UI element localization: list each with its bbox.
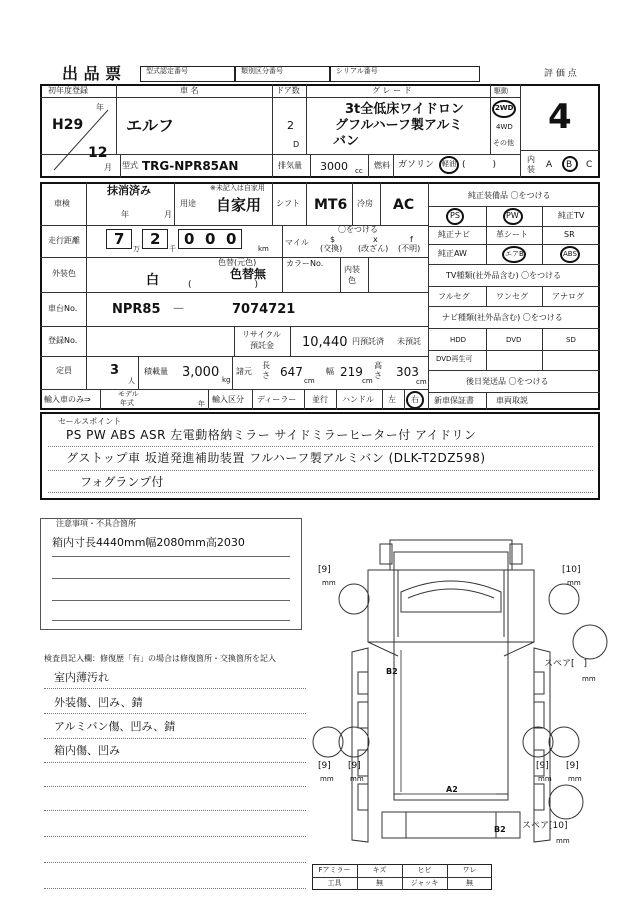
fuel-label: 燃料 [374, 161, 390, 170]
recycle-amount: 10,440 [302, 335, 348, 350]
tread-rear-2: [9] [348, 761, 361, 771]
notes-line-1: 箱内寸長4440mm幅2080mm高2030 [52, 536, 245, 549]
length-value: 647 [280, 365, 303, 379]
equipment-title: 純正装備品 〇をつける [468, 191, 551, 200]
inspector-item-1: 室内薄汚れ [54, 671, 109, 684]
sales-points-label: セールスポイント [58, 417, 122, 426]
color-change-value: 色替無 [230, 267, 267, 281]
tread-front-left-value: 9 [321, 565, 328, 575]
model-year-unit: 年 [198, 400, 205, 408]
tread-rear-4-value: 9 [569, 761, 576, 771]
tv-analog: アナログ [552, 292, 584, 301]
spare-top-unit: mm [582, 675, 596, 683]
spare-bottom: スペア[10] [522, 821, 568, 831]
recycle-status-paid: 円預託済 [352, 337, 384, 346]
tread-front-left-unit: mm [322, 579, 336, 587]
doors-suffix: D [293, 140, 300, 149]
height-value: 303 [396, 365, 419, 379]
eq-tv: 純正TV [558, 211, 585, 220]
notes-label: 注意事項・不具合箇所 [56, 519, 136, 528]
footer-header-4: ワレ [462, 866, 477, 874]
tread-rear-4-unit: mm [568, 775, 582, 783]
load-value: 3,000 [182, 365, 220, 380]
footer-value-1: 工具 [327, 879, 342, 887]
ext-color-label: 外装色 [52, 269, 76, 278]
rating-label: 評 価 点 [544, 69, 577, 79]
displacement-value: 3000 [320, 160, 348, 173]
grade-label: グ レ ー ド [372, 86, 412, 95]
doors-value: 2 [287, 119, 294, 132]
mileage-label: 走行距離 [48, 236, 80, 245]
shaken-status: 抹消済み [107, 184, 151, 197]
first-reg-label: 初年度登録 [48, 86, 88, 95]
import-type-label: 輸入区分 [212, 395, 244, 404]
inspector-item-3: アルミバン傷、凹み、錆 [54, 720, 176, 733]
int-color-label-2: 色 [348, 276, 356, 285]
first-reg-month: 12 [88, 145, 108, 161]
model-year-label-1: モデル [118, 390, 139, 398]
car-name-label: 車 名 [180, 86, 199, 95]
tread-rear-3: [9] [536, 761, 549, 771]
meter-modified: (改ざん) [358, 244, 389, 253]
tread-rear-4: [9] [566, 761, 579, 771]
mileage-digit-1: 7 [114, 230, 125, 248]
displacement-label: 排気量 [278, 161, 302, 170]
shaken-month: 月 [164, 210, 172, 219]
tread-rear-3-unit: mm [538, 775, 552, 783]
height-label-1: 高 [374, 361, 382, 370]
footer-value-2: 無 [376, 879, 383, 887]
footer-value-4: 無 [466, 879, 473, 887]
interior-grade-a: A [546, 160, 553, 170]
eq-pw: PW [506, 211, 519, 220]
mileage-digit-5: 0 [226, 230, 237, 248]
car-name: エルフ [126, 116, 175, 135]
meter-x: x [373, 235, 378, 244]
fuel-paren: ( ) [462, 160, 497, 170]
fuel-light-oil: 軽油 [442, 160, 456, 168]
inspector-label: 検査員記入欄：修復歴「有」の場合は修復箇所・交換箇所を記入 [44, 654, 276, 663]
load-label: 積載量 [144, 367, 168, 376]
damage-a2: A2 [446, 785, 458, 794]
drive-2wd: 2WD [495, 104, 514, 112]
eq-leather: 革シート [496, 230, 528, 239]
eq-abs: ABS [563, 250, 577, 258]
model-year-label-2: 年式 [120, 399, 134, 407]
shaken-year: 年 [121, 210, 129, 219]
interior-label-2: 装 [527, 165, 535, 174]
fuel-gasoline: ガソリン [398, 160, 435, 170]
spare-bottom-label: スペア [522, 821, 550, 831]
notes-box [40, 518, 302, 630]
import-label: 輸入車のみ⇒ [44, 395, 91, 404]
shaken-label: 車検 [54, 199, 70, 208]
mileage-unit-km: km [258, 245, 269, 253]
chassis-prefix: NPR85 [112, 302, 161, 317]
tv-oneseg: ワンセグ [496, 292, 528, 301]
grade-line-1: 3t全低床ワイドロン [345, 102, 464, 117]
spare-bottom-unit: mm [556, 837, 570, 845]
eq-aw: 純正AW [438, 249, 467, 258]
recycle-label-1: リサイクル [242, 330, 281, 339]
damage-b2-bottom: B2 [494, 825, 506, 834]
year-unit: 年 [96, 103, 104, 112]
use-note: ※未記入は自家用 [210, 184, 265, 192]
steering-right: 右 [411, 395, 419, 404]
parallel-label: 並行 [312, 395, 328, 404]
width-value: 219 [340, 365, 363, 379]
meter-unknown: (不明) [398, 244, 421, 253]
mileage-digit-2: 2 [150, 230, 161, 248]
spare-top-label: スペア [544, 659, 572, 669]
dvd-playback: DVD再生可 [436, 355, 473, 363]
navi-hdd: HDD [450, 336, 467, 344]
shift-label: シフト [276, 199, 300, 208]
navi-sd: SD [566, 336, 576, 344]
meter-note: 〇をつける [338, 225, 378, 234]
dealer-label: ディーラー [257, 395, 297, 404]
meter-s: $ [330, 235, 336, 244]
capacity-value: 3 [110, 363, 120, 378]
tread-rear-1-value: 9 [321, 761, 328, 771]
height-unit: cm [416, 378, 427, 386]
sheet-title: 出 品 票 [62, 64, 122, 83]
interior-grade-b: B [566, 160, 573, 170]
color-no-label: カラーNo. [286, 259, 324, 268]
eq-airbag: エアB [505, 250, 524, 258]
mileage-digit-3: 0 [184, 230, 195, 248]
grade-line-3: バン [333, 134, 360, 149]
model-spec-label: 型式認定番号 [146, 67, 188, 75]
truck-diagram [306, 522, 640, 862]
ac-value: AC [393, 197, 415, 213]
length-unit: cm [304, 377, 315, 385]
length-label-1: 長 [262, 361, 270, 370]
color-paren: ( ) [188, 280, 259, 290]
tread-rear-1: [9] [318, 761, 331, 771]
drive-4wd: 4WD [496, 123, 513, 131]
tread-rear-3-value: 9 [539, 761, 546, 771]
spare-bottom-value: 10 [552, 821, 564, 831]
grade-line-2: グフルハーフ製アルミ [335, 118, 463, 133]
sales-points-line-1: PS PW ABS ASR 左電動格納ミラー サイドミラーヒーター付 アイドリン [66, 428, 477, 442]
tread-front-left: [9] [318, 565, 331, 575]
tread-front-right-unit: mm [567, 579, 581, 587]
eq-sr: SR [564, 230, 575, 239]
drive-other: その他 [493, 139, 514, 147]
chassis-dash: － [172, 302, 186, 317]
meter-f: f [410, 235, 413, 244]
serial-label: シリアル番号 [336, 67, 378, 75]
shift-value: MT6 [314, 197, 348, 213]
interior-grade-c: C [586, 160, 593, 170]
tread-front-right: [10] [562, 565, 581, 575]
mileage-digit-4: 0 [205, 230, 216, 248]
tread-rear-2-value: 9 [351, 761, 358, 771]
tread-rear-1-unit: mm [320, 775, 334, 783]
length-label-2: さ [262, 371, 270, 380]
damage-b2-top: B2 [386, 667, 398, 676]
sales-points-line-2: グストップ車 坂道発進補助装置 フルハーフ製アルミバン (DLK-T2DZ598) [66, 451, 486, 465]
load-unit: kg [222, 376, 231, 384]
evaluation-score: 4 [548, 97, 572, 137]
chassis-label: 車台No. [48, 304, 78, 313]
month-unit: 月 [104, 163, 112, 172]
aftermarket-warranty: 新車保証書 [434, 396, 474, 405]
chassis-number: 7074721 [232, 302, 296, 317]
navi-dvd: DVD [506, 336, 522, 344]
meter-exchange: (交換) [320, 244, 343, 253]
tv-title: TV種類(社外品含む) 〇をつける [446, 271, 562, 280]
doors-label: ドア数 [276, 86, 300, 95]
width-label: 幅 [326, 367, 334, 376]
navi-title: ナビ種類(社外品含む) 〇をつける [442, 313, 563, 322]
model-label: 型式 [122, 161, 138, 170]
recycle-label-2: 預託金 [250, 341, 274, 350]
capacity-unit: 人 [128, 377, 135, 385]
model-code: TRG-NPR85AN [142, 159, 239, 173]
aftermarket-manual: 車両取説 [496, 396, 528, 405]
spare-top: スペア[ ] [544, 659, 588, 669]
tread-rear-2-unit: mm [350, 775, 364, 783]
inspector-item-4: 箱内傷、凹み [54, 744, 120, 757]
eq-navi: 純正ナビ [438, 230, 470, 239]
drive-label: 駆動 [494, 87, 508, 95]
capacity-label: 定員 [56, 366, 72, 375]
int-color-label-1: 内装 [344, 265, 360, 274]
height-label-2: さ [374, 371, 382, 380]
color-change-label: 色替(元色) [218, 258, 257, 267]
steering-label: ハンドル [342, 395, 374, 404]
class-label: 類別区分番号 [241, 67, 283, 75]
ac-label: 冷房 [357, 199, 373, 208]
first-reg-year: H29 [52, 117, 84, 133]
use-value: 自家用 [216, 196, 262, 214]
recycle-status-unpaid: 未預託 [397, 337, 421, 346]
footer-header-3: ヒビ [417, 866, 432, 874]
tread-front-right-value: 10 [565, 565, 577, 575]
footer-header-1: Fアミラー [318, 866, 351, 874]
use-label: 用途 [180, 199, 196, 208]
tv-fullseg: フルセグ [438, 292, 470, 301]
meter-label: マイル [285, 238, 309, 247]
dims-label: 諸元 [236, 367, 252, 376]
mileage-unit-sen: 千 [169, 245, 176, 253]
footer-header-2: キズ [372, 866, 387, 874]
inspector-item-2: 外装傷、凹み、錆 [54, 696, 143, 709]
width-unit: cm [362, 377, 373, 385]
mileage-unit-man: 万 [133, 245, 140, 253]
eq-ps: PS [450, 211, 460, 220]
displacement-unit: cc [355, 167, 363, 175]
aftermarket-title: 後日発送品 〇をつける [466, 377, 549, 386]
reg-no-label: 登録No. [48, 336, 78, 345]
ext-color: 白 [146, 273, 160, 288]
steering-left: 左 [388, 395, 396, 404]
footer-value-3: ジャッキ [410, 879, 439, 887]
sales-points-line-3: フォグランプ付 [80, 475, 164, 489]
interior-label-1: 内 [527, 155, 535, 164]
date-slash [50, 103, 112, 172]
